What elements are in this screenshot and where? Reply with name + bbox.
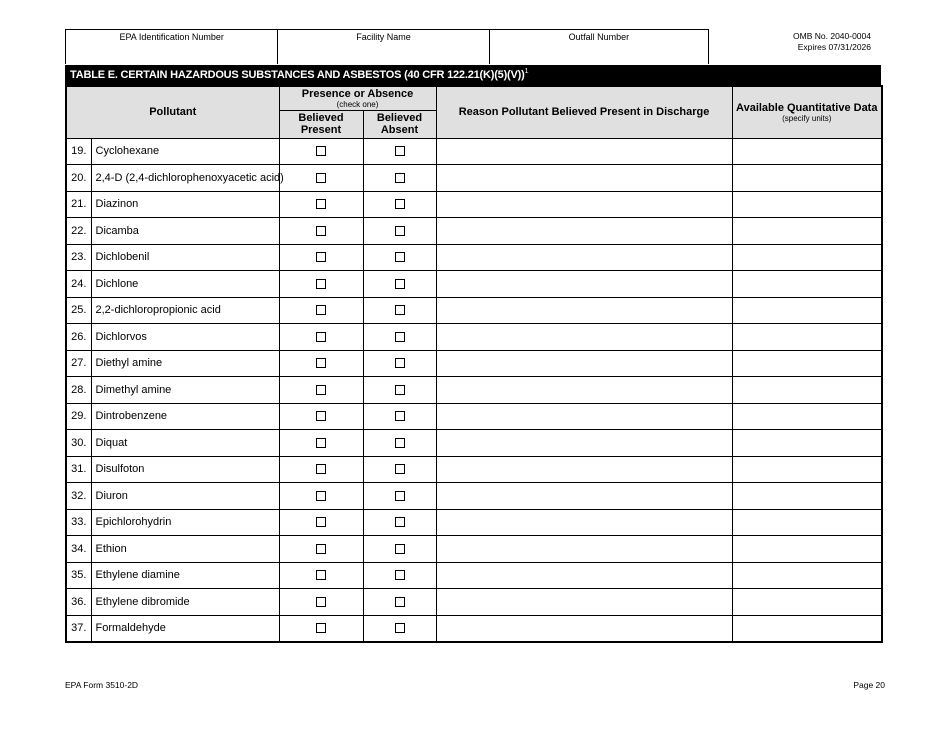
table-row [66, 244, 882, 271]
pollutant-name: Ethylene diamine [91, 562, 279, 589]
believed-absent-cell [363, 509, 436, 536]
believed-present-cell [279, 324, 363, 351]
reason-input[interactable] [436, 244, 732, 271]
believed-present-checkbox[interactable] [316, 597, 326, 607]
quantitative-header: Available Quantitative Data (specify units) [732, 86, 882, 138]
pollutant-name: Disulfoton [91, 456, 279, 483]
believed-absent-checkbox[interactable] [395, 544, 405, 554]
table-row [66, 562, 882, 589]
believed-present-cell [279, 297, 363, 324]
facility-name-field[interactable] [278, 30, 489, 64]
row-number: 24. [66, 271, 91, 298]
row-number: 27. [66, 350, 91, 377]
pollutant-name: Dichlone [91, 271, 279, 298]
believed-absent-cell [363, 324, 436, 351]
reason-input[interactable] [436, 430, 732, 457]
omb-expiration: Expires 07/31/2026 [797, 42, 871, 52]
quantitative-data-input[interactable] [732, 324, 882, 351]
believed-present-checkbox[interactable] [316, 570, 326, 580]
quantitative-data-input[interactable] [732, 244, 882, 271]
believed-absent-cell [363, 350, 436, 377]
believed-present-cell [279, 430, 363, 457]
epa-id-field[interactable] [66, 30, 278, 64]
quantitative-data-input[interactable] [732, 615, 882, 642]
believed-absent-cell [363, 297, 436, 324]
believed-absent-checkbox[interactable] [395, 491, 405, 501]
reason-input[interactable] [436, 456, 732, 483]
believed-present-checkbox[interactable] [316, 491, 326, 501]
pollutant-name: Diuron [91, 483, 279, 510]
reason-input[interactable] [436, 324, 732, 351]
quantitative-data-input[interactable] [732, 456, 882, 483]
quantitative-data-input[interactable] [732, 350, 882, 377]
row-number: 23. [66, 244, 91, 271]
believed-present-checkbox[interactable] [316, 623, 326, 633]
row-number: 30. [66, 430, 91, 457]
believed-present-cell [279, 456, 363, 483]
row-number: 20. [66, 165, 91, 192]
pollutant-name: 2,4-D (2,4-dichlorophenoxyacetic acid) [91, 165, 279, 192]
table-row [66, 350, 882, 377]
table-title [65, 65, 881, 85]
believed-absent-cell [363, 191, 436, 218]
reason-header: Reason Pollutant Believed Present in Discharge [436, 86, 732, 138]
table-row [66, 589, 882, 616]
row-number: 26. [66, 324, 91, 351]
outfall-number-label: Outfall Number [568, 32, 630, 42]
believed-absent-checkbox[interactable] [395, 597, 405, 607]
quantitative-data-input[interactable] [732, 589, 882, 616]
believed-absent-header: Believed Absent [363, 110, 436, 138]
table-row [66, 483, 882, 510]
quantitative-data-input[interactable] [732, 403, 882, 430]
quantitative-data-input[interactable] [732, 218, 882, 245]
pollutant-name: 2,2-dichloropropionic acid [91, 297, 279, 324]
row-number: 31. [66, 456, 91, 483]
table-row [66, 271, 882, 298]
table-row [66, 191, 882, 218]
believed-absent-checkbox[interactable] [395, 146, 405, 156]
pollutant-name: Diazinon [91, 191, 279, 218]
believed-present-header: Believed Present [279, 110, 363, 138]
pollutant-name: Diquat [91, 430, 279, 457]
believed-present-cell [279, 615, 363, 642]
row-number: 35. [66, 562, 91, 589]
table-row [66, 403, 882, 430]
header-fields [65, 29, 709, 64]
quantitative-data-input[interactable] [732, 377, 882, 404]
believed-absent-cell [363, 218, 436, 245]
believed-absent-cell [363, 377, 436, 404]
quantitative-data-input[interactable] [732, 483, 882, 510]
believed-absent-checkbox[interactable] [395, 173, 405, 183]
table-row [66, 218, 882, 245]
believed-present-checkbox[interactable] [316, 438, 326, 448]
believed-present-cell [279, 191, 363, 218]
table-row [66, 430, 882, 457]
believed-present-checkbox[interactable] [316, 279, 326, 289]
pollutant-name: Dichlobenil [91, 244, 279, 271]
reason-input[interactable] [436, 483, 732, 510]
believed-present-cell [279, 165, 363, 192]
believed-absent-cell [363, 165, 436, 192]
quantitative-data-input[interactable] [732, 430, 882, 457]
reason-input[interactable] [436, 562, 732, 589]
quantitative-note: (specify units) [782, 113, 832, 123]
believed-absent-cell [363, 483, 436, 510]
believed-absent-checkbox[interactable] [395, 358, 405, 368]
believed-absent-checkbox[interactable] [395, 279, 405, 289]
table-row [66, 297, 882, 324]
believed-present-cell [279, 244, 363, 271]
row-number: 29. [66, 403, 91, 430]
believed-present-checkbox[interactable] [316, 252, 326, 262]
quantitative-data-input[interactable] [732, 271, 882, 298]
believed-present-checkbox[interactable] [316, 226, 326, 236]
believed-present-checkbox[interactable] [316, 173, 326, 183]
believed-absent-checkbox[interactable] [395, 305, 405, 315]
believed-present-cell [279, 562, 363, 589]
believed-absent-checkbox[interactable] [395, 623, 405, 633]
believed-present-cell [279, 350, 363, 377]
believed-absent-checkbox[interactable] [395, 385, 405, 395]
reason-input[interactable] [436, 350, 732, 377]
believed-absent-checkbox[interactable] [395, 252, 405, 262]
omb-info [793, 31, 871, 53]
believed-absent-checkbox[interactable] [395, 517, 405, 527]
reason-input[interactable] [436, 377, 732, 404]
believed-absent-cell [363, 138, 436, 165]
table-row [66, 615, 882, 642]
believed-present-checkbox[interactable] [316, 464, 326, 474]
believed-present-cell [279, 138, 363, 165]
believed-absent-cell [363, 562, 436, 589]
believed-absent-checkbox[interactable] [395, 570, 405, 580]
believed-present-checkbox[interactable] [316, 199, 326, 209]
table-row [66, 324, 882, 351]
epa-id-label: EPA Identification Number [119, 32, 224, 42]
row-number: 19. [66, 138, 91, 165]
believed-present-checkbox[interactable] [316, 358, 326, 368]
row-number: 36. [66, 589, 91, 616]
pollutant-name: Diethyl amine [91, 350, 279, 377]
believed-present-checkbox[interactable] [316, 305, 326, 315]
reason-input[interactable] [436, 218, 732, 245]
omb-number: OMB No. 2040-0004 [793, 31, 871, 41]
reason-input[interactable] [436, 589, 732, 616]
believed-present-checkbox[interactable] [316, 146, 326, 156]
believed-absent-cell [363, 615, 436, 642]
page-number: Page 20 [853, 680, 885, 690]
reason-input[interactable] [436, 536, 732, 563]
row-number: 21. [66, 191, 91, 218]
reason-input[interactable] [436, 191, 732, 218]
presence-note: (check one) [336, 99, 379, 109]
believed-present-checkbox[interactable] [316, 411, 326, 421]
pollutant-name: Formaldehyde [91, 615, 279, 642]
quantitative-data-input[interactable] [732, 536, 882, 563]
believed-absent-cell [363, 244, 436, 271]
reason-input[interactable] [436, 165, 732, 192]
believed-present-cell [279, 509, 363, 536]
believed-absent-checkbox[interactable] [395, 438, 405, 448]
table-row [66, 377, 882, 404]
reason-input[interactable] [436, 403, 732, 430]
pollutant-header: Pollutant [66, 86, 279, 138]
believed-present-cell [279, 403, 363, 430]
table-row [66, 509, 882, 536]
reason-input[interactable] [436, 297, 732, 324]
row-number: 25. [66, 297, 91, 324]
form-number: EPA Form 3510-2D [65, 680, 139, 690]
quantitative-data-input[interactable] [732, 509, 882, 536]
believed-absent-checkbox[interactable] [395, 464, 405, 474]
believed-present-cell [279, 271, 363, 298]
pollutant-name: Cyclohexane [91, 138, 279, 165]
reason-input[interactable] [436, 138, 732, 165]
row-number: 28. [66, 377, 91, 404]
believed-absent-cell [363, 271, 436, 298]
reason-input[interactable] [436, 509, 732, 536]
believed-absent-checkbox[interactable] [395, 411, 405, 421]
table-row [66, 165, 882, 192]
believed-present-checkbox[interactable] [316, 385, 326, 395]
believed-present-cell [279, 377, 363, 404]
outfall-number-field[interactable] [490, 30, 708, 64]
pollutant-name: Dicamba [91, 218, 279, 245]
believed-present-checkbox[interactable] [316, 332, 326, 342]
pollutant-name: Ethion [91, 536, 279, 563]
quantitative-data-input[interactable] [732, 191, 882, 218]
table-row [66, 138, 882, 165]
row-number: 32. [66, 483, 91, 510]
quantitative-data-input[interactable] [732, 562, 882, 589]
presence-header: Presence or Absence (check one) [279, 86, 436, 110]
pollutant-name: Ethylene dibromide [91, 589, 279, 616]
believed-present-cell [279, 483, 363, 510]
reason-input[interactable] [436, 271, 732, 298]
believed-present-checkbox[interactable] [316, 517, 326, 527]
row-number: 37. [66, 615, 91, 642]
reason-input[interactable] [436, 615, 732, 642]
believed-present-cell [279, 589, 363, 616]
quantitative-data-input[interactable] [732, 165, 882, 192]
row-number: 22. [66, 218, 91, 245]
quantitative-data-input[interactable] [732, 138, 882, 165]
believed-present-cell [279, 536, 363, 563]
believed-present-checkbox[interactable] [316, 544, 326, 554]
believed-absent-cell [363, 456, 436, 483]
hazardous-substances-table [65, 85, 883, 643]
believed-present-cell [279, 218, 363, 245]
row-number: 34. [66, 536, 91, 563]
believed-absent-cell [363, 589, 436, 616]
believed-absent-cell [363, 536, 436, 563]
title-footnote: 1 [524, 68, 529, 75]
believed-absent-cell [363, 403, 436, 430]
believed-absent-checkbox[interactable] [395, 226, 405, 236]
believed-absent-checkbox[interactable] [395, 199, 405, 209]
pollutant-name: Dimethyl amine [91, 377, 279, 404]
pollutant-name: Epichlorohydrin [91, 509, 279, 536]
row-number: 33. [66, 509, 91, 536]
believed-absent-cell [363, 430, 436, 457]
pollutant-name: Dintrobenzene [91, 403, 279, 430]
quantitative-data-input[interactable] [732, 297, 882, 324]
believed-absent-checkbox[interactable] [395, 332, 405, 342]
facility-name-label: Facility Name [356, 32, 411, 42]
pollutant-name: Dichlorvos [91, 324, 279, 351]
table-row [66, 536, 882, 563]
table-row [66, 456, 882, 483]
table-title-text: TABLE E. CERTAIN HAZARDOUS SUBSTANCES AND ASBESTOS (40 CFR 122.21(K)(5)(V)) [70, 69, 525, 81]
